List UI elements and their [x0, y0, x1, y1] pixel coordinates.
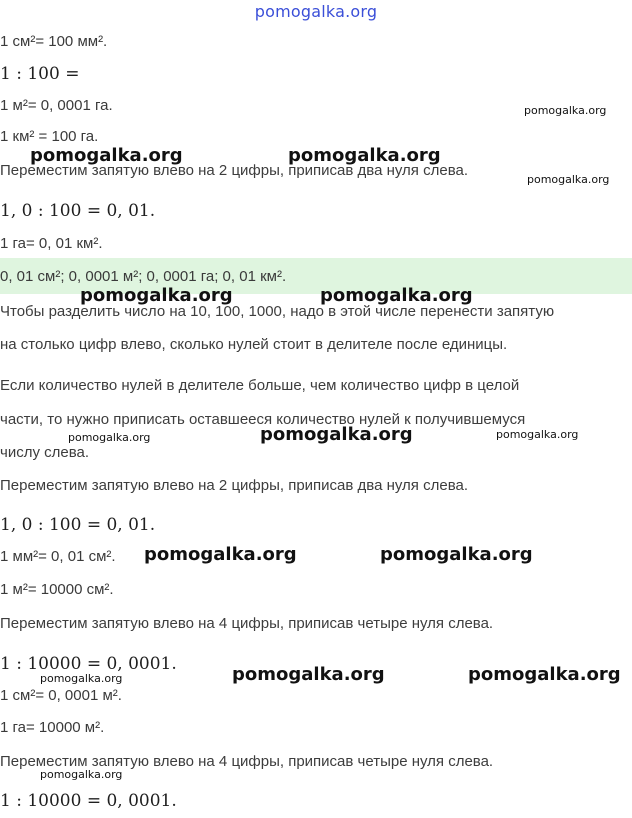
watermark: pomogalka.org	[68, 431, 151, 444]
line-3: 1 м²= 0, 0001 га.	[0, 97, 113, 114]
watermark: pomogalka.org	[527, 173, 610, 186]
watermark: pomogalka.org	[288, 145, 441, 166]
line-13: числу слева.	[0, 444, 90, 461]
answer-line: 0, 01 см²; 0, 0001 м²; 0, 0001 га; 0, 01 км².	[0, 268, 287, 285]
line-6: 1, 0 : 100 = 0, 01.	[0, 201, 156, 221]
line-21: 1 га= 10000 м².	[0, 719, 105, 736]
line-10: на столько цифр влево, сколько нулей стоит в делителе после единицы.	[0, 336, 508, 353]
watermark: pomogalka.org	[320, 285, 473, 306]
line-4: 1 км² = 100 га.	[0, 128, 99, 145]
line-22: Переместим запятую влево на 4 цифры, приписав четыре нуля слева.	[0, 753, 494, 770]
watermark: pomogalka.org	[144, 544, 297, 565]
watermark: pomogalka.org	[524, 104, 607, 117]
line-14: Переместим запятую влево на 2 цифры, приписав два нуля слева.	[0, 477, 469, 494]
line-9: Чтобы разделить число на 10, 100, 1000, надо в этой числе перенести запятую	[0, 303, 555, 320]
watermark: pomogalka.org	[496, 428, 579, 441]
watermark: pomogalka.org	[468, 664, 621, 685]
watermark: pomogalka.org	[40, 672, 123, 685]
line-17: 1 м²= 10000 см².	[0, 581, 114, 598]
line-2: 1 : 100 =	[0, 64, 80, 84]
watermark: pomogalka.org	[80, 285, 233, 306]
line-5: Переместим запятую влево на 2 цифры, приписав два нуля слева.	[0, 162, 469, 179]
line-23: 1 : 10000 = 0, 0001.	[0, 791, 177, 811]
line-16: 1 мм²= 0, 01 см².	[0, 548, 116, 565]
watermark: pomogalka.org	[232, 664, 385, 685]
line-15: 1, 0 : 100 = 0, 01.	[0, 515, 156, 535]
line-1: 1 см²= 100 мм².	[0, 33, 108, 50]
line-7: 1 га= 0, 01 км².	[0, 235, 103, 252]
line-20: 1 см²= 0, 0001 м².	[0, 687, 122, 704]
line-18: Переместим запятую влево на 4 цифры, приписав четыре нуля слева.	[0, 615, 494, 632]
line-12: части, то нужно приписать оставшееся количество нулей к получившемуся	[0, 411, 526, 428]
header-watermark[interactable]: pomogalka.org	[254, 2, 378, 21]
watermark: pomogalka.org	[30, 145, 183, 166]
watermark: pomogalka.org	[260, 424, 413, 445]
watermark: pomogalka.org	[380, 544, 533, 565]
line-11: Если количество нулей в делителе больше, чем количество цифр в целой	[0, 377, 520, 394]
line-19: 1 : 10000 = 0, 0001.	[0, 654, 177, 674]
watermark: pomogalka.org	[40, 768, 123, 781]
